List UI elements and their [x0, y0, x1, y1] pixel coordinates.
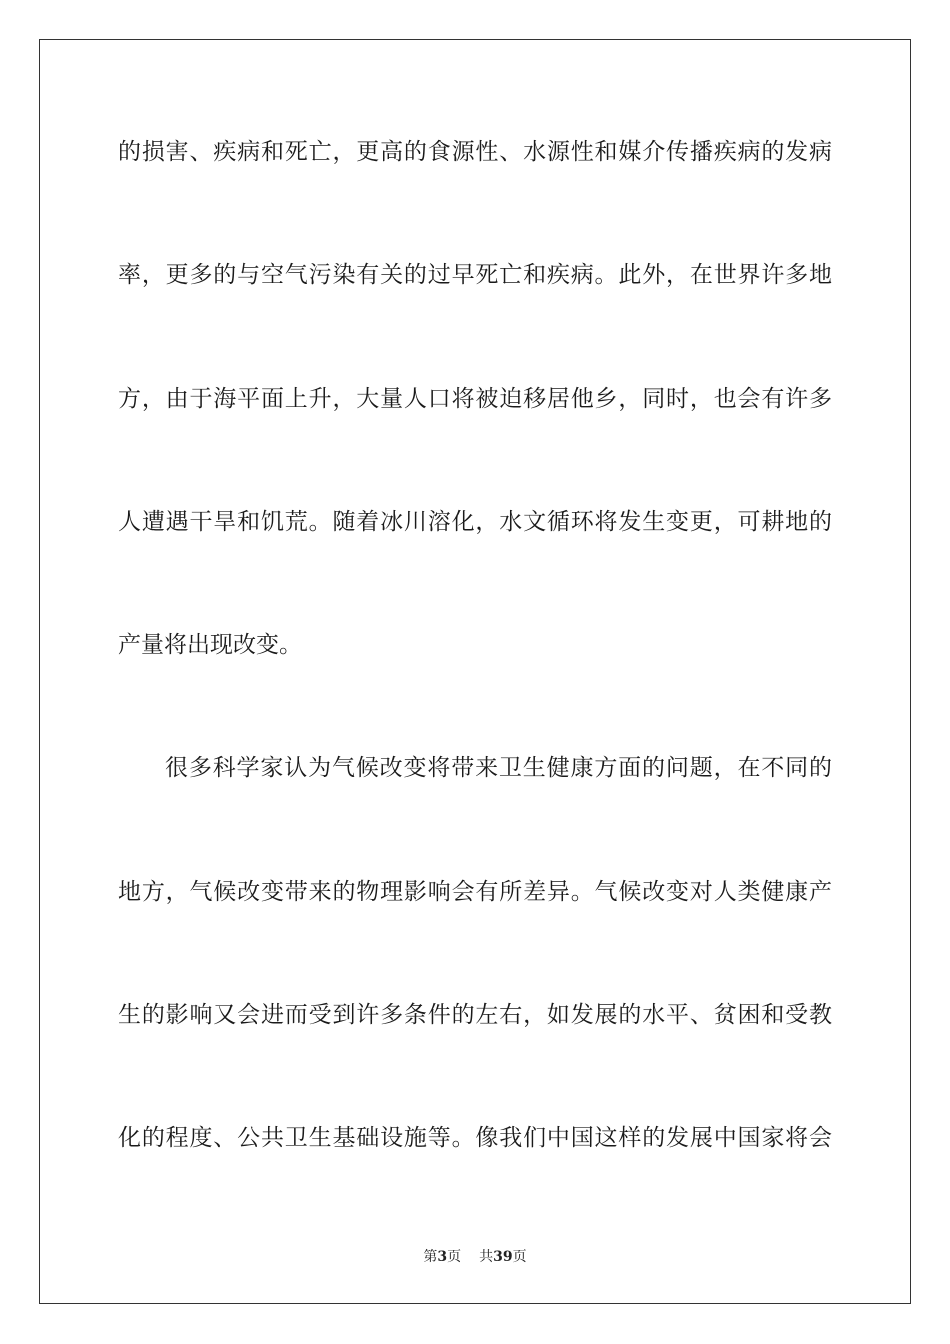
page-suffix: 页 — [447, 1249, 462, 1265]
page-border — [39, 39, 911, 1304]
page-footer — [0, 1248, 950, 1266]
body-line-6: 很多科学家认为气候改变将带来卫生健康方面的问题，在不同的 — [165, 755, 832, 781]
page-number: 3 — [437, 1249, 448, 1265]
body-line-8: 生的影响又会进而受到许多条件的左右，如发展的水平、贫困和受教 — [118, 1002, 832, 1028]
body-line-3: 方，由于海平面上升，大量人口将被迫移居他乡，同时，也会有许多 — [118, 386, 832, 412]
total-pages: 39 — [493, 1249, 513, 1265]
page-prefix: 第 — [423, 1249, 438, 1265]
total-prefix: 共 — [479, 1249, 494, 1265]
total-suffix: 页 — [512, 1249, 527, 1265]
body-line-4: 人遭遇干旱和饥荒。随着冰川溶化，水文循环将发生变更，可耕地的 — [118, 509, 832, 535]
body-line-5: 产量将出现改变。 — [118, 632, 302, 658]
body-line-2: 率，更多的与空气污染有关的过早死亡和疾病。此外，在世界许多地 — [118, 262, 832, 288]
body-line-9: 化的程度、公共卫生基础设施等。像我们中国这样的发展中国家将会 — [118, 1125, 832, 1151]
body-line-1: 的损害、疾病和死亡，更高的食源性、水源性和媒介传播疾病的发病 — [118, 139, 832, 165]
body-line-7: 地方，气候改变带来的物理影响会有所差异。气候改变对人类健康产 — [118, 879, 832, 905]
